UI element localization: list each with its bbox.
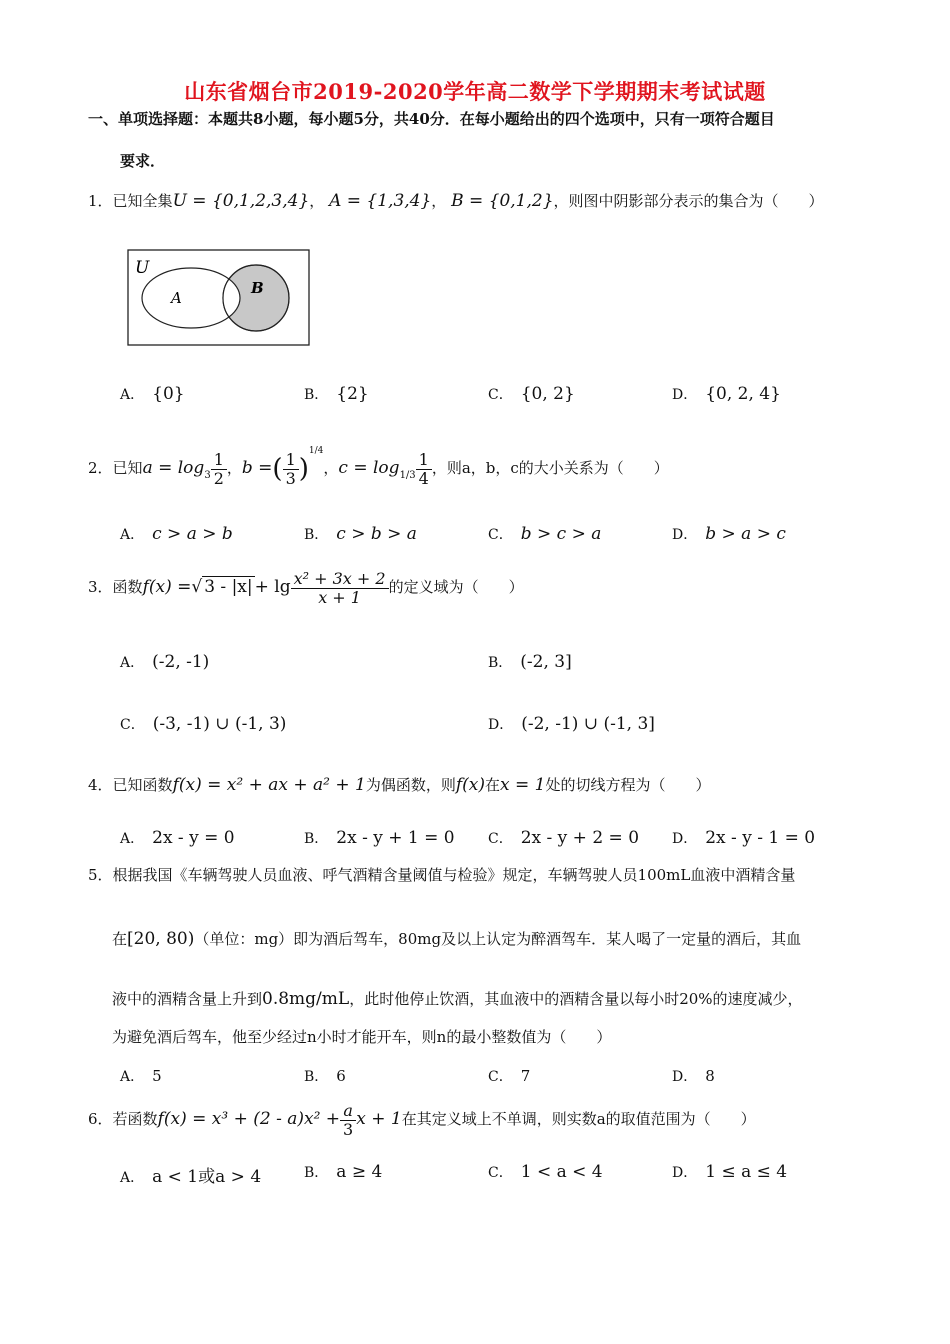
q3-post: 的定义域为（ ） — [388, 578, 524, 597]
q5-option-c[interactable] — [488, 1066, 530, 1086]
q4-option-c[interactable] — [488, 828, 639, 848]
q5-text: （单位：mg）即为酒后驾车，80mg及以上认定为醉酒驾车．某人喝了一定量的酒后，其血 — [194, 930, 802, 948]
question-5-line-1 — [88, 864, 795, 885]
log-base: 3 — [204, 470, 211, 481]
q6-option-d[interactable] — [672, 1162, 787, 1182]
q1-option-c[interactable] — [488, 384, 575, 404]
q3-option-b[interactable] — [488, 652, 572, 672]
option-label: C． — [120, 717, 145, 733]
q6-option-b[interactable] — [304, 1162, 382, 1182]
function-expression-tail: x + 1 — [356, 1109, 402, 1130]
option-value: 2x - y + 2 = 0 — [520, 828, 640, 848]
option-value: {0, 2, 4} — [705, 384, 781, 404]
q1-option-a[interactable] — [120, 384, 185, 404]
lg-term: + lg — [254, 577, 291, 598]
q5-text: ，此时他停止饮酒，其血液中的酒精含量以每小时20%的速度减少， — [349, 990, 803, 1008]
option-value: 6 — [336, 1067, 346, 1085]
fraction — [283, 451, 299, 487]
option-label: C． — [488, 831, 513, 847]
set-u: U = {0,1,2,3,4} — [172, 191, 310, 211]
option-value: b > c > a — [520, 524, 602, 544]
set-b: B = {0,1,2} — [451, 191, 554, 211]
question-1 — [88, 190, 824, 211]
log-base: 1/3 — [399, 470, 416, 481]
option-label: B． — [304, 831, 329, 847]
question-number: 5． — [88, 866, 113, 884]
label-b: B — [251, 279, 264, 297]
q5-option-a[interactable] — [120, 1066, 162, 1086]
q6-option-c[interactable] — [488, 1162, 603, 1182]
paren-open: ( — [272, 454, 283, 484]
q4-post: 处的切线方程为（ ） — [545, 776, 711, 794]
option-label: D． — [672, 1165, 698, 1181]
option-value: 2x - y = 0 — [152, 828, 235, 848]
option-value: {0} — [152, 384, 185, 404]
question-number: 4． — [88, 776, 113, 794]
section-heading-line1: 一、单项选择题：本题共8小题，每小题5分，共40分．在每小题给出的四个选项中，只有一项符合题目 — [88, 110, 775, 128]
fraction — [291, 570, 389, 606]
option-value: 1 < a < 4 — [520, 1162, 603, 1182]
q6-post: 在其定义域上不单调，则实数a的取值范围为（ ） — [401, 1110, 756, 1129]
numerator: x² + 3x + 2 — [291, 570, 389, 589]
paren-close: ) — [298, 454, 309, 484]
q5-text: 液中的酒精含量上升到 — [112, 990, 263, 1008]
q1-post: ，则图中阴影部分表示的集合为（ ） — [553, 192, 824, 210]
q6-option-a[interactable] — [120, 1162, 261, 1187]
option-label: B． — [304, 1165, 329, 1181]
fraction — [340, 1102, 356, 1138]
q3-option-d[interactable] — [488, 714, 655, 734]
sqrt-radicand: 3 - |x| — [204, 577, 253, 598]
option-label: C． — [488, 1165, 513, 1181]
option-label: B． — [304, 527, 329, 543]
question-5-line-4: 为避免酒后驾车，他至少经过n小时才能开车，则n的最小整数值为（ ） — [112, 1028, 612, 1046]
venn-diagram — [127, 249, 311, 347]
comma: ， — [226, 459, 242, 477]
q3-option-c[interactable] — [120, 714, 286, 734]
option-label: A． — [120, 655, 145, 671]
option-value: a ≥ 4 — [336, 1162, 383, 1182]
option-value: a < 1或a > 4 — [152, 1167, 262, 1187]
function-expression: f(x) = x³ + (2 - a)x² + — [157, 1109, 341, 1130]
option-value: (-2, -1) — [152, 652, 210, 672]
question-number: 3． — [88, 578, 113, 597]
question-5-line-3 — [112, 988, 803, 1009]
function-name: f(x) — [455, 775, 485, 795]
numerator: 1 — [283, 451, 299, 470]
q5-text: 在 — [112, 930, 128, 948]
denominator: 3 — [285, 468, 296, 488]
option-label: D． — [488, 717, 514, 733]
question-6 — [88, 1102, 756, 1138]
q4-option-d[interactable] — [672, 828, 815, 848]
option-value: (-2, -1) ∪ (-1, 3] — [521, 714, 655, 734]
expr-c: c = log — [338, 458, 400, 478]
label-u: U — [135, 258, 150, 278]
q5-text: 根据我国《车辆驾驶人员血液、呼气酒精含量阈值与检验》规定，车辆驾驶人员100mL血液中酒精含量 — [112, 866, 796, 884]
section-heading-line2: 要求． — [120, 152, 166, 170]
q2-post: ，则a，b，c的大小关系为（ ） — [431, 459, 669, 477]
option-label: A． — [120, 1170, 145, 1186]
option-label: B． — [304, 1069, 329, 1085]
option-label: C． — [488, 1069, 513, 1085]
expr-b: b = — [241, 458, 273, 478]
comma: ， — [323, 459, 339, 477]
question-number: 1． — [88, 192, 113, 210]
q1-pre: 已知全集 — [112, 192, 173, 210]
option-label: A． — [120, 1069, 145, 1085]
q2-pre: 已知 — [112, 459, 143, 477]
page-title: 山东省烟台市2019-2020学年高二数学下学期期末考试试题 — [184, 79, 766, 104]
option-value: {2} — [336, 384, 369, 404]
question-5-line-2 — [112, 928, 801, 949]
option-value: 2x - y - 1 = 0 — [705, 828, 816, 848]
interval: [20, 80) — [127, 929, 195, 949]
question-number: 2． — [88, 459, 113, 477]
concentration: 0.8mg/mL — [262, 989, 350, 1009]
question-3 — [88, 570, 524, 606]
option-value: 1 ≤ a ≤ 4 — [705, 1162, 788, 1182]
q2-option-b[interactable] — [304, 524, 417, 544]
q6-pre: 若函数 — [112, 1110, 158, 1129]
q4-mid: 为偶函数，则 — [365, 776, 456, 794]
sqrt-sign: √ — [191, 577, 203, 598]
numerator: a — [340, 1102, 356, 1121]
exponent: 1/4 — [308, 446, 324, 456]
option-value: 8 — [705, 1067, 715, 1085]
question-4 — [88, 774, 710, 795]
q2-option-a[interactable] — [120, 524, 233, 544]
option-value: 7 — [520, 1067, 531, 1085]
function-expression: f(x) = x² + ax + a² + 1 — [172, 775, 366, 795]
point-x: x = 1 — [500, 775, 546, 795]
denominator: 2 — [213, 468, 224, 488]
set-a: A = {1,3,4} — [329, 191, 432, 211]
option-label: A． — [120, 387, 145, 403]
option-label: D． — [672, 831, 698, 847]
option-value: (-3, -1) ∪ (-1, 3) — [152, 714, 287, 734]
fraction — [416, 451, 432, 487]
question-2 — [88, 446, 669, 487]
option-label: B． — [488, 655, 513, 671]
option-value: c > b > a — [336, 524, 417, 544]
q4-pre: 已知函数 — [112, 776, 173, 794]
q3-pre: 函数 — [112, 578, 143, 597]
option-value: c > a > b — [152, 524, 233, 544]
q5-option-b[interactable] — [304, 1066, 346, 1086]
q3-option-a[interactable] — [120, 652, 209, 672]
option-label: A． — [120, 527, 145, 543]
q2-option-d[interactable] — [672, 524, 786, 544]
q4-at: 在 — [484, 776, 500, 794]
question-number: 6． — [88, 1110, 113, 1129]
label-a: A — [171, 289, 182, 307]
q4-option-b[interactable] — [304, 828, 455, 848]
option-label: D． — [672, 387, 698, 403]
option-label: D． — [672, 527, 698, 543]
option-label: A． — [120, 831, 145, 847]
option-label: D． — [672, 1069, 698, 1085]
fraction — [211, 451, 227, 487]
function-lhs: f(x) = — [142, 577, 192, 598]
q4-option-a[interactable] — [120, 828, 235, 848]
denominator: 3 — [343, 1119, 354, 1139]
q1-option-d[interactable] — [672, 384, 781, 404]
denominator: x + 1 — [318, 587, 361, 607]
option-value: 2x - y + 1 = 0 — [336, 828, 455, 848]
numerator: 1 — [416, 451, 432, 470]
numerator: 1 — [211, 451, 227, 470]
q1-option-b[interactable] — [304, 384, 369, 404]
option-label: B． — [304, 387, 329, 403]
option-value: b > a > c — [705, 524, 786, 544]
option-value: (-2, 3] — [520, 652, 572, 672]
option-label: C． — [488, 387, 513, 403]
comma: ， — [431, 192, 447, 210]
option-value: 5 — [152, 1067, 162, 1085]
q2-option-c[interactable] — [488, 524, 601, 544]
option-value: {0, 2} — [520, 384, 575, 404]
q5-option-d[interactable] — [672, 1066, 715, 1086]
denominator: 4 — [418, 468, 429, 488]
comma: ， — [309, 192, 325, 210]
option-label: C． — [488, 527, 513, 543]
expr-a: a = log — [142, 458, 205, 478]
